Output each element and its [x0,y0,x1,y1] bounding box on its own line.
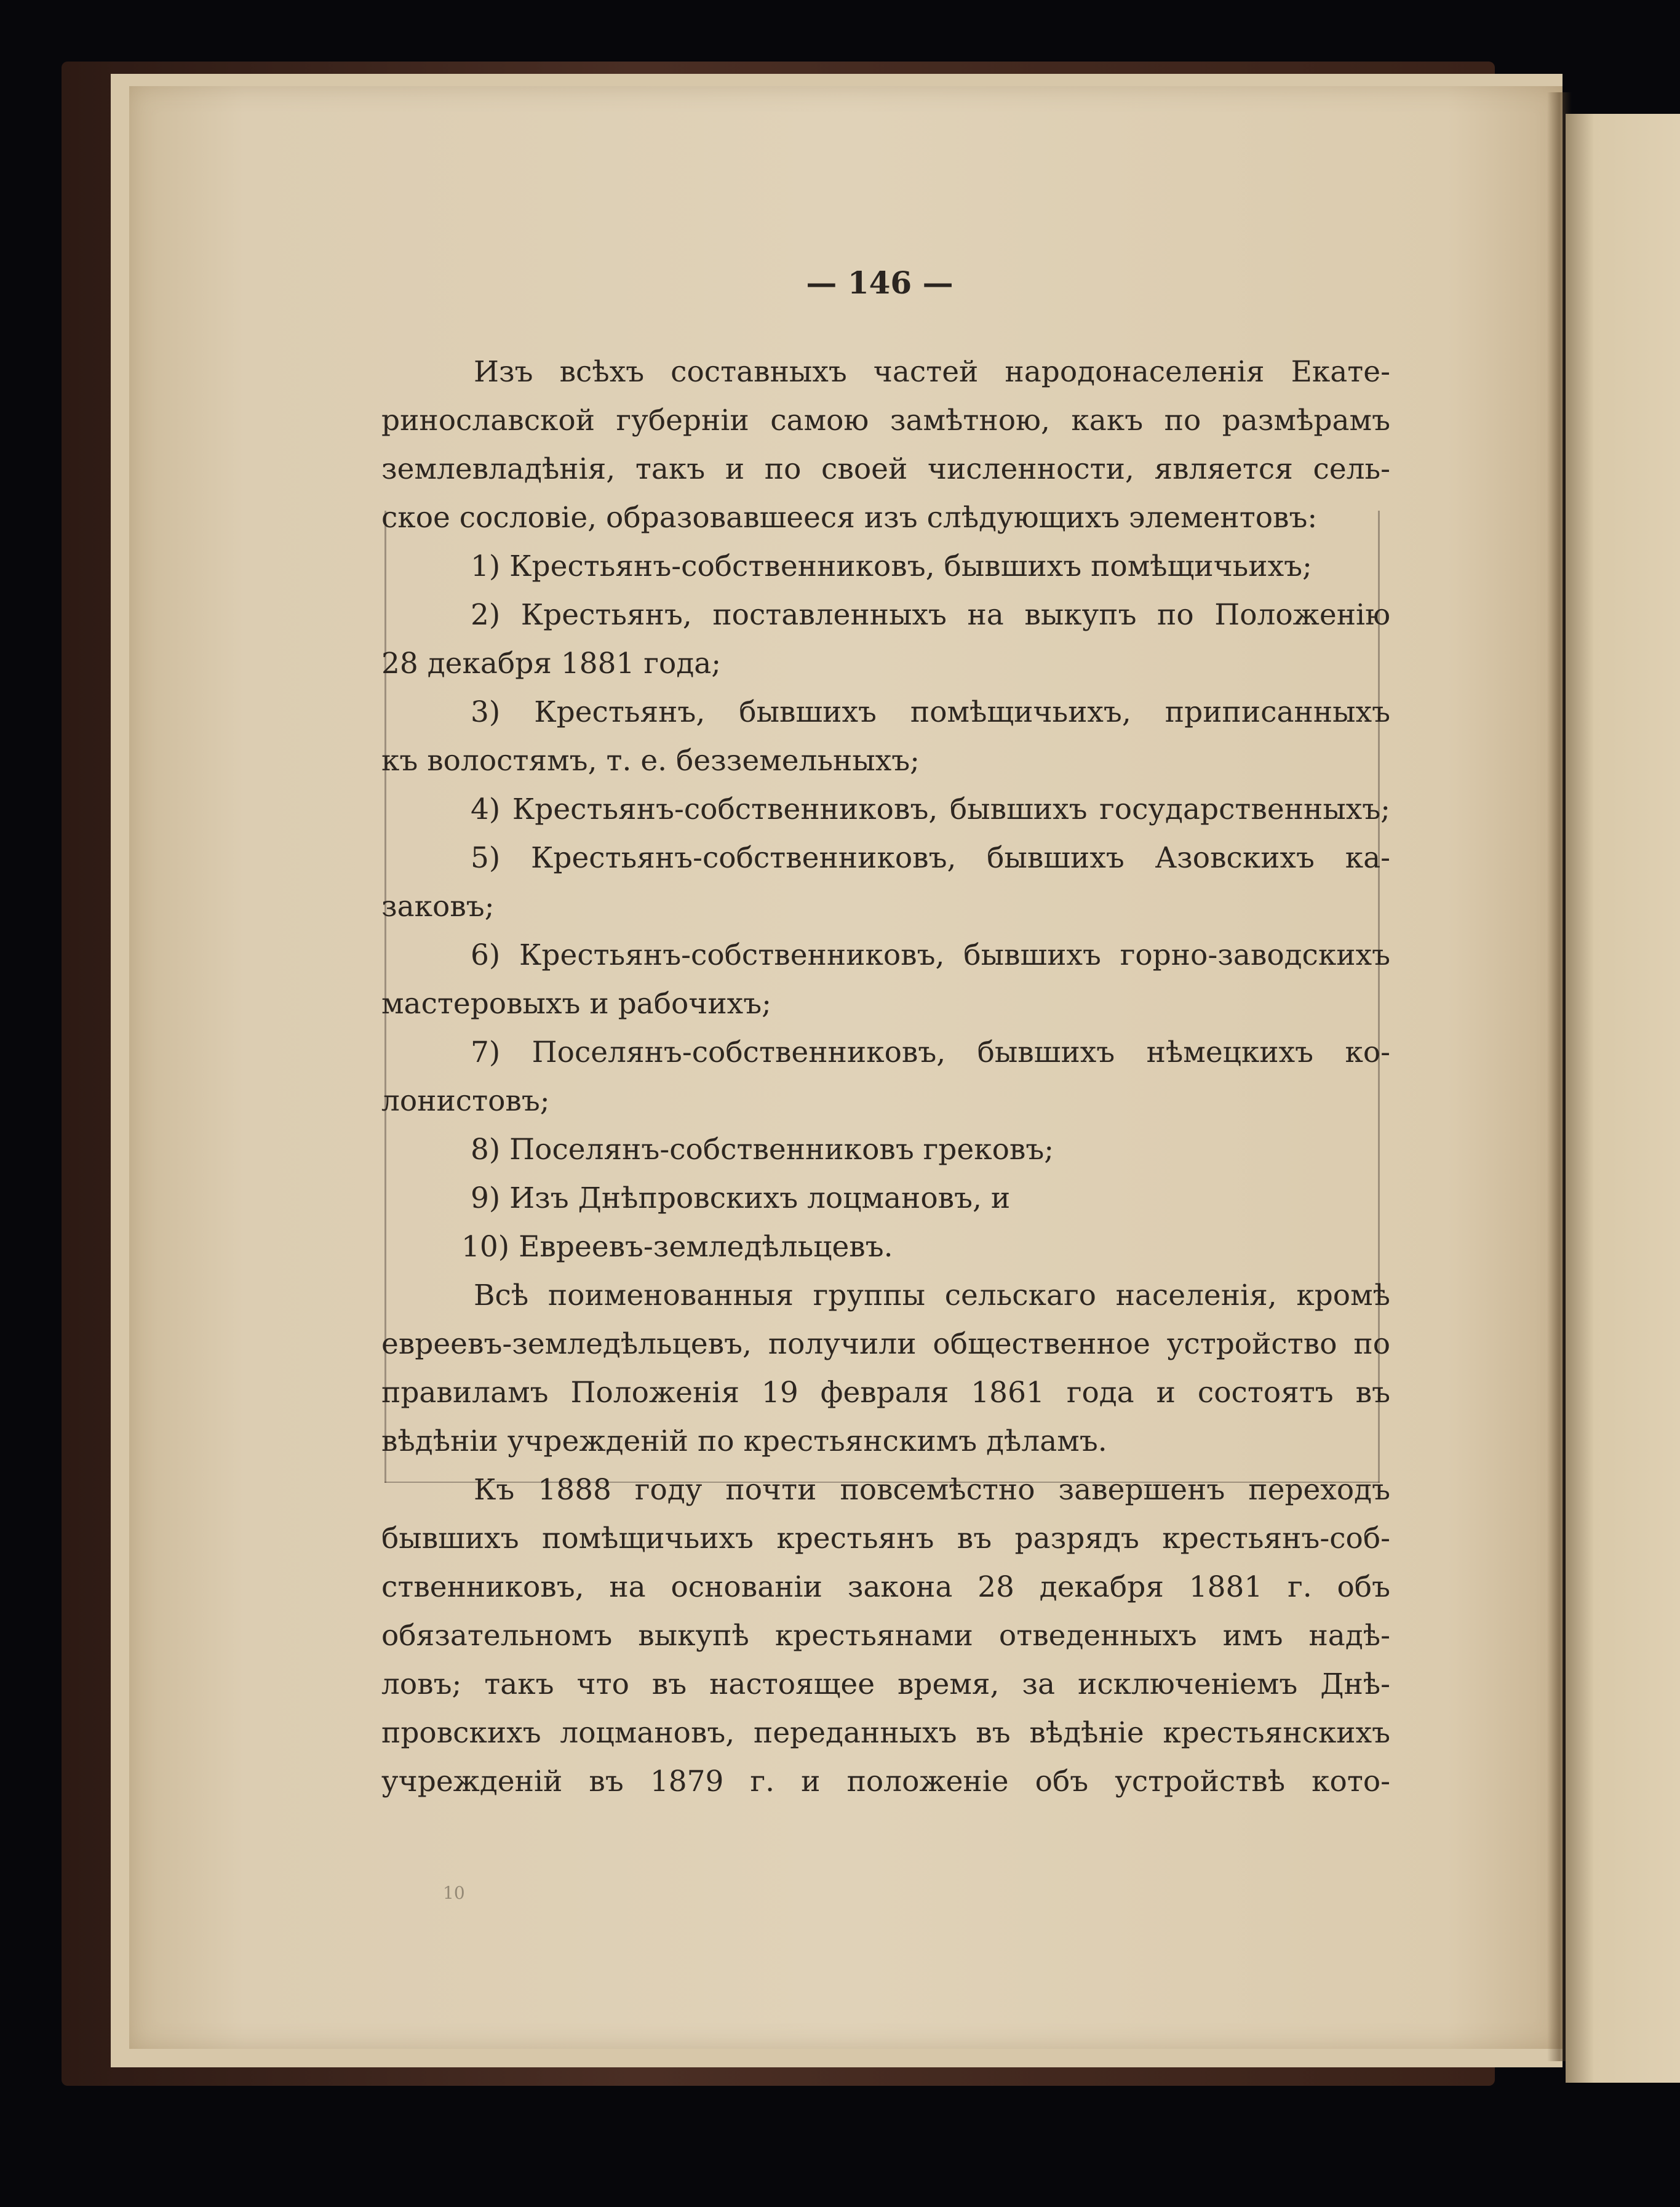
intro-line-2: ринославской губерніи самою замѣтною, какъ по размѣрамъ [381,404,1390,437]
list-item-6: 6) Крестьянъ-собственниковъ, бывшихъ горно-заводскихъ [471,938,1390,972]
final-line-6: провскихъ лоцмановъ, переданныхъ въ вѣдѣніе крестьянскихъ [381,1716,1390,1750]
next-page-edge [1566,114,1680,2083]
list-item-3-cont: къ волостямъ, т. е. безземельныхъ; [381,744,920,778]
list-item-3: 3) Крестьянъ, бывшихъ помѣщичьихъ, приписанныхъ [471,695,1390,729]
final-line-4: обязательномъ выкупѣ крестьянами отведенныхъ имъ надѣ- [381,1619,1390,1653]
after-line-4: вѣдѣніи учрежденій по крестьянскимъ дѣламъ. [381,1424,1107,1458]
intro-line-4: ское сословіе, образовавшееся изъ слѣдующихъ элементовъ: [381,501,1318,535]
list-item-7-cont: лонистовъ; [381,1084,550,1118]
list-item-9: 9) Изъ Днѣпровскихъ лоцмановъ, и [471,1181,1011,1215]
list-item-7: 7) Поселянъ-собственниковъ, бывшихъ нѣмецкихъ ко- [471,1036,1390,1069]
after-line-2: евреевъ-земледѣльцевъ, получили общественное устройство по [381,1327,1390,1361]
final-line-7: учрежденій въ 1879 г. и положеніе объ устройствѣ кото- [381,1765,1390,1798]
final-line-5: ловъ; такъ что въ настоящее время, за исключеніемъ Днѣ- [381,1667,1390,1701]
margin-mark: 10 [443,1883,465,1903]
list-item-5-cont: заковъ; [381,890,495,924]
list-item-5: 5) Крестьянъ-собственниковъ, бывшихъ Азовскихъ ка- [471,841,1390,875]
list-item-6-cont: мастеровыхъ и рабочихъ; [381,987,771,1021]
after-line-3: правиламъ Положенія 19 февраля 1861 года и состоятъ въ [381,1376,1390,1410]
page-number: — 146 — [806,265,953,301]
page-text [381,348,1390,1806]
list-item-8: 8) Поселянъ-собственниковъ грековъ; [471,1133,1054,1167]
intro-line-1: Изъ всѣхъ составныхъ частей народонаселенія Екате- [474,355,1390,389]
final-line-2: бывшихъ помѣщичьихъ крестьянъ въ разрядъ крестьянъ-соб- [381,1522,1390,1555]
list-item-10: 10) Евреевъ-земледѣльцевъ. [461,1230,893,1264]
list-item-2: 2) Крестьянъ, поставленныхъ на выкупъ по Положенію [471,598,1390,632]
list-item-2-cont: 28 декабря 1881 года; [381,647,722,680]
list-item-4: 4) Крестьянъ-собственниковъ, бывшихъ государственныхъ; [471,792,1390,826]
final-line-1: Къ 1888 году почти повсемѣстно завершенъ переходъ [474,1473,1390,1507]
final-line-3: ственниковъ, на основаніи закона 28 декабря 1881 г. объ [381,1570,1390,1604]
intro-line-3: землевладѣнія, такъ и по своей численности, является сель- [381,452,1390,486]
list-item-1: 1) Крестьянъ-собственниковъ, бывшихъ помѣщичьихъ; [471,549,1312,583]
after-line-1: Всѣ поименованныя группы сельскаго населенія, кромѣ [474,1279,1390,1312]
